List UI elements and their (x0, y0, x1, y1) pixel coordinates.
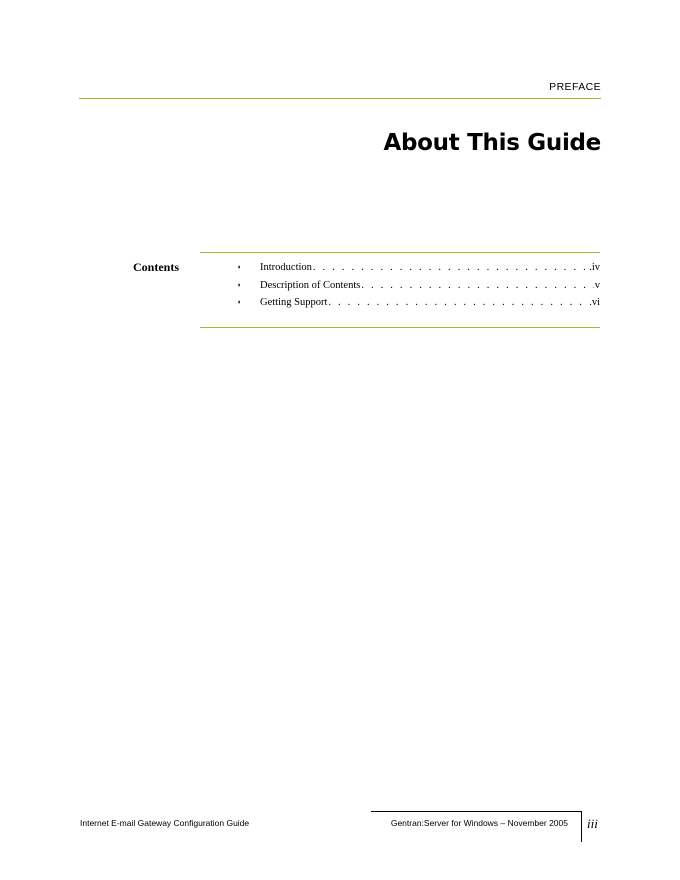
page-title: About This Guide (383, 130, 601, 156)
footer-guide-title: Internet E-mail Gateway Configuration Guide (80, 818, 250, 828)
toc-item-introduction[interactable] (237, 262, 600, 280)
footer-product-date: Gentran:Server for Windows – November 2005 (390, 818, 568, 828)
toc-item-label: Description of Contents (260, 279, 361, 291)
toc-item-page: .iv (589, 262, 600, 273)
footer-divider (581, 811, 582, 842)
dot-leader (313, 262, 588, 273)
section-label: PREFACE (549, 81, 601, 93)
toc-top-rule (200, 252, 600, 253)
dot-leader (361, 280, 593, 291)
toc-item-description-of-contents[interactable] (237, 280, 600, 298)
dot-leader (328, 297, 588, 308)
contents-heading: Contents (133, 260, 180, 274)
bullet-icon: ◗ (237, 298, 242, 306)
toc-item-label: Getting Support (260, 297, 328, 308)
toc-bottom-rule (200, 327, 600, 328)
header-rule (79, 98, 601, 99)
toc-item-getting-support[interactable] (237, 297, 600, 315)
toc-item-label: Introduction (260, 262, 312, 273)
footer-rule (371, 811, 582, 812)
toc-list (237, 262, 600, 315)
toc-item-page: .vi (589, 297, 600, 308)
bullet-icon: ◗ (237, 280, 242, 289)
toc-item-page: v (594, 279, 600, 291)
footer-page-number: iii (587, 816, 598, 831)
bullet-icon: ◗ (237, 263, 242, 271)
